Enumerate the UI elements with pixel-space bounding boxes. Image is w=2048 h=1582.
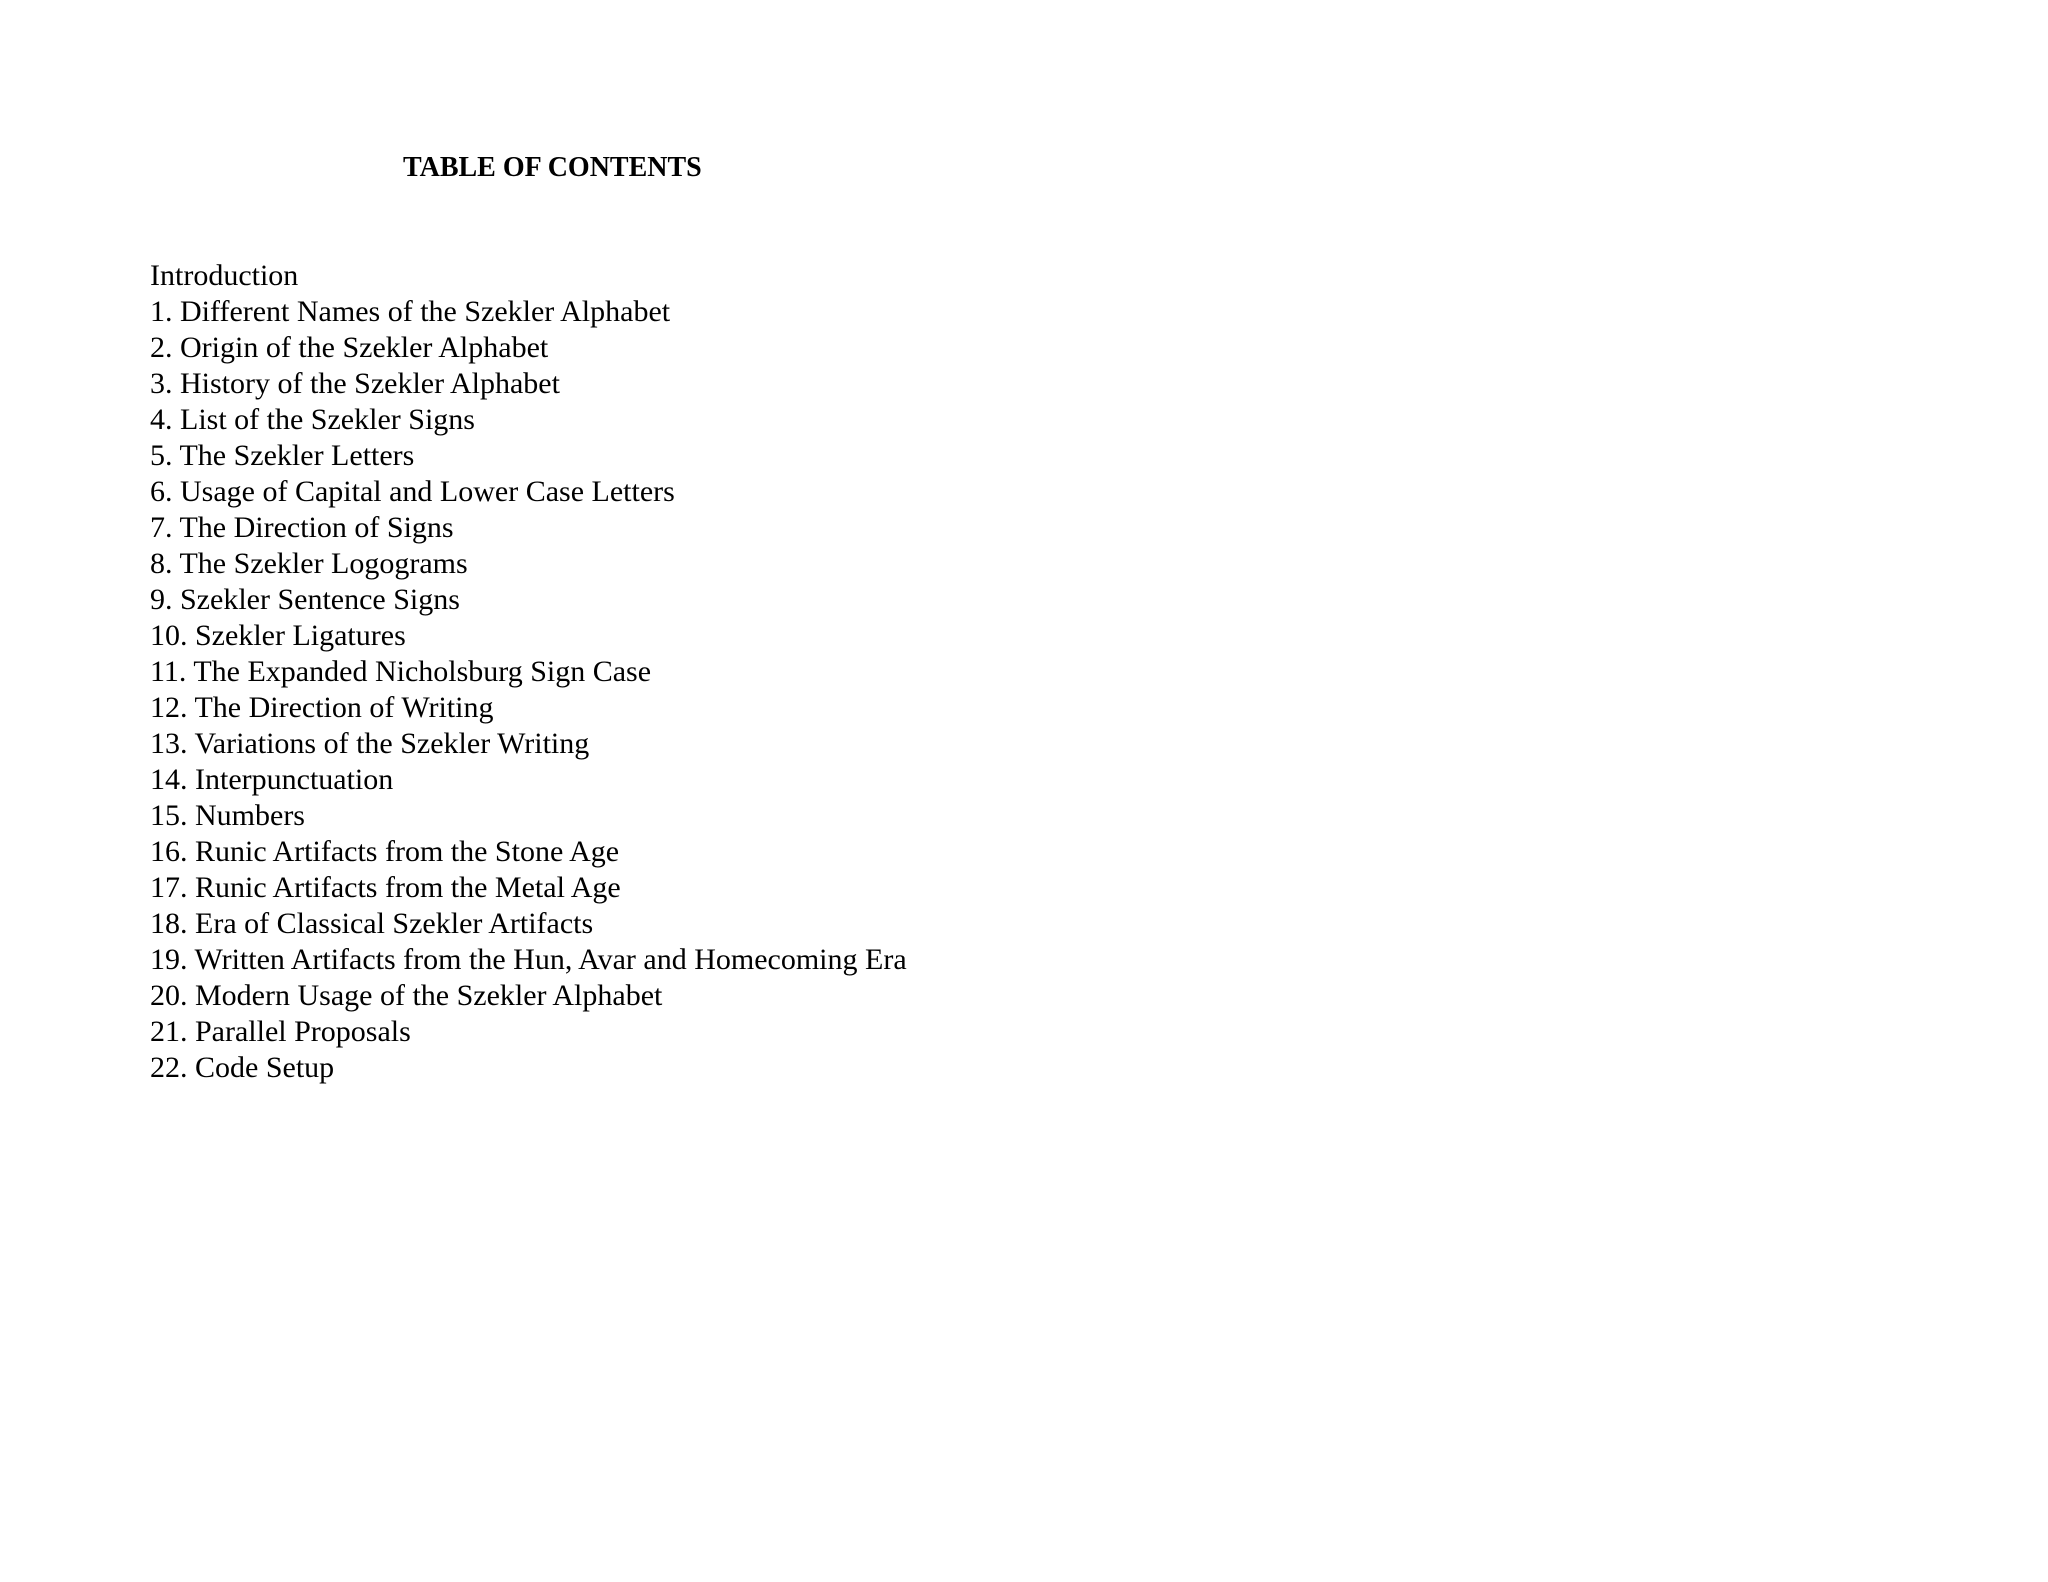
- toc-entry-3: 3. History of the Szekler Alphabet: [150, 367, 560, 400]
- toc-entry-5: 5. The Szekler Letters: [150, 439, 415, 472]
- toc-entry-12: 12. The Direction of Writing: [150, 691, 494, 724]
- toc-entry-14: 14. Interpunctuation: [150, 763, 394, 796]
- toc-entry-4: 4. List of the Szekler Signs: [150, 403, 475, 436]
- toc-entry-1: 1. Different Names of the Szekler Alphabet: [150, 295, 671, 328]
- toc-entry-6: 6. Usage of Capital and Lower Case Letters: [150, 475, 675, 508]
- toc-entry-11: 11. The Expanded Nicholsburg Sign Case: [150, 655, 652, 688]
- toc-entry-introduction: Introduction: [150, 259, 299, 292]
- page-title: TABLE OF CONTENTS: [403, 152, 702, 183]
- toc-entry-22: 22. Code Setup: [150, 1051, 335, 1084]
- toc-entry-18: 18. Era of Classical Szekler Artifacts: [150, 907, 594, 940]
- toc-entry-7: 7. The Direction of Signs: [150, 511, 454, 544]
- toc-entry-21: 21. Parallel Proposals: [150, 1015, 411, 1048]
- toc-entry-19: 19. Written Artifacts from the Hun, Avar and Homecoming Era: [150, 943, 907, 976]
- toc-entry-10: 10. Szekler Ligatures: [150, 619, 406, 652]
- toc-entry-2: 2. Origin of the Szekler Alphabet: [150, 331, 549, 364]
- toc-entry-9: 9. Szekler Sentence Signs: [150, 583, 460, 616]
- toc-entry-17: 17. Runic Artifacts from the Metal Age: [150, 871, 621, 904]
- toc-entry-13: 13. Variations of the Szekler Writing: [150, 727, 590, 760]
- toc-entry-16: 16. Runic Artifacts from the Stone Age: [150, 835, 620, 868]
- toc-list: [150, 258, 907, 1086]
- toc-entry-8: 8. The Szekler Logograms: [150, 547, 468, 580]
- toc-entry-20: 20. Modern Usage of the Szekler Alphabet: [150, 979, 663, 1012]
- toc-entry-15: 15. Numbers: [150, 799, 305, 832]
